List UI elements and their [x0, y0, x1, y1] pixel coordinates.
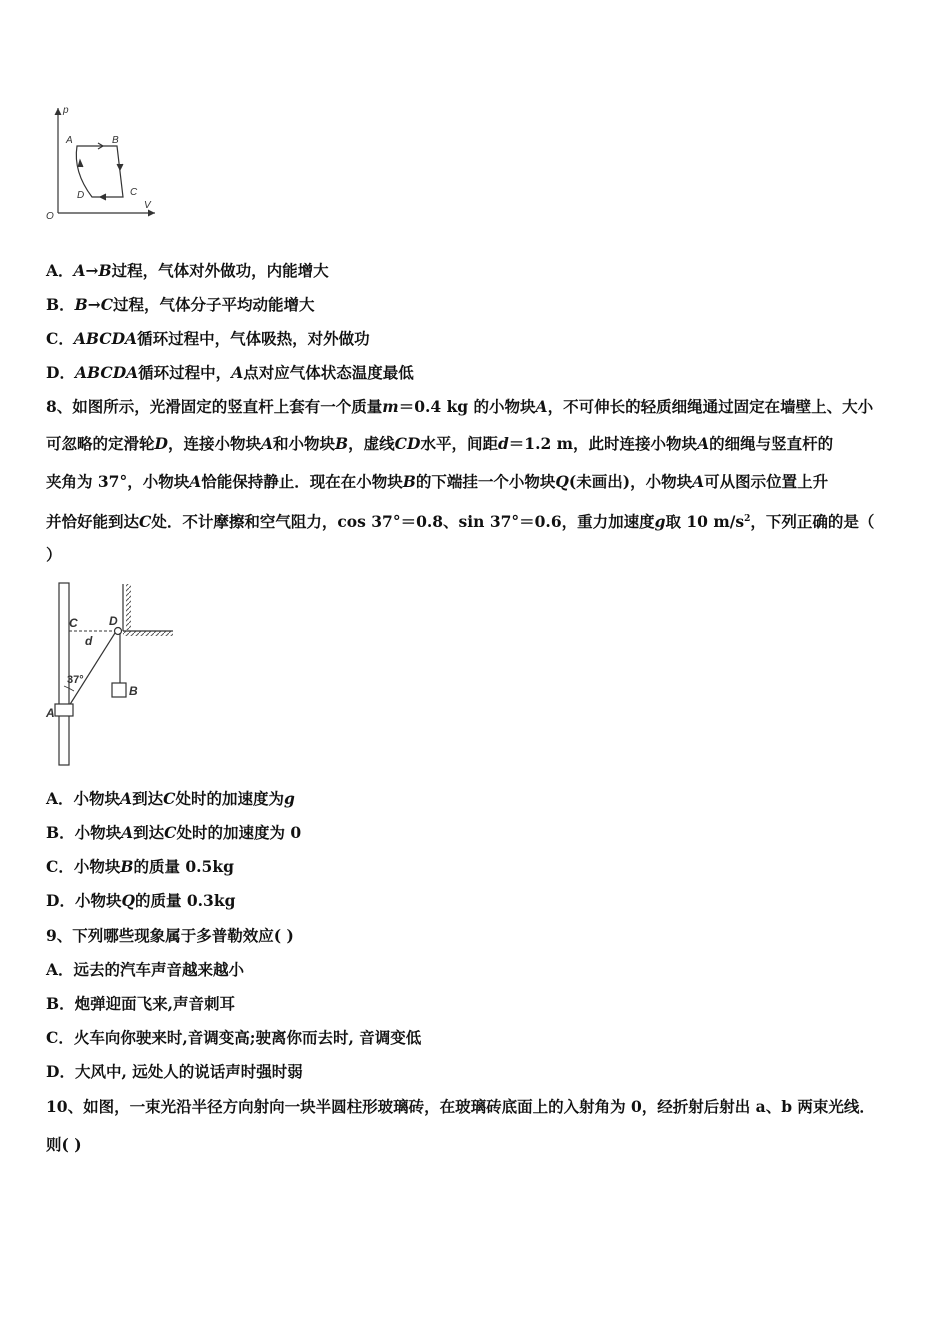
q9-option-b: B．炮弹迎面飞来,声音刺耳 [46, 994, 235, 1013]
q9-option-d: D．大风中, 远处人的说话声时强时弱 [46, 1062, 303, 1081]
option-label: A． [46, 261, 74, 280]
v-axis-label: V [144, 200, 151, 211]
process-var: ABCDA [73, 329, 138, 348]
label-a: A [46, 706, 55, 720]
q9-option-a: A．远去的汽车声音越来越小 [46, 960, 245, 979]
p-axis-label: p [63, 105, 69, 116]
arrow-cd [100, 194, 106, 200]
origin-label: O [46, 211, 54, 222]
ceiling-hatch [123, 631, 173, 636]
arrow-bc [117, 164, 123, 170]
option-text: 过程，气体对外做功，内能增大 [111, 261, 329, 280]
option-text: 循环过程中，气体吸热，对外做功 [137, 329, 370, 348]
q7-option-c [46, 329, 370, 349]
option-label: C． [46, 329, 74, 348]
q10-stem-line-2: 则( ) [46, 1135, 82, 1154]
point-a-label: A [66, 135, 73, 146]
label-b: B [129, 684, 138, 698]
label-angle: 37° [67, 674, 84, 686]
option-label: B． [46, 295, 75, 314]
rod-pulley-diagram [44, 578, 179, 770]
process-var: ABCDA [74, 363, 139, 382]
q7-option-a [46, 261, 329, 281]
q8-option-a: A．小物块A到达C处时的加速度为g [46, 789, 295, 808]
option-text: 过程，气体分子平均动能增大 [113, 295, 315, 314]
point-var: A [231, 363, 244, 382]
q8-option-d: D．小物块Q的质量 0.3kg [46, 891, 236, 910]
q8-stem-line-3: 夹角为 37°，小物块A恰能保持静止．现在在小物块B的下端挂一个小物块Q(未画出)，小物块A可从图示位置上升 [46, 472, 829, 491]
pv-diagram [40, 100, 165, 225]
option-text: 循环过程中， [138, 363, 232, 382]
q7-option-b [46, 295, 315, 315]
q8-stem-line-1: 8、如图所示，光滑固定的竖直杆上套有一个质量m＝0.4 kg 的小物块A，不可伸长的轻质细绳通过固定在墙壁上、大小 [46, 397, 874, 416]
q10-stem-line-1: 10、如图，一束光沿半径方向射向一块半圆柱形玻璃砖，在玻璃砖底面上的入射角为 0，经折射后射出 a、b 两束光线． [46, 1097, 875, 1116]
option-text: 点对应气体状态温度最低 [243, 363, 414, 382]
q8-stem-line-2: 可忽略的定滑轮D，连接小物块A和小物块B，虚线CD水平，间距d＝1.2 m，此时连接小物块A的细绳与竖直杆的 [46, 434, 834, 453]
arrow-da [78, 160, 83, 167]
label-d-pulley: D [109, 614, 118, 628]
label-d-distance: d [85, 634, 93, 648]
label-c: C [69, 616, 78, 630]
process-var: A→B [73, 261, 112, 280]
option-label: D． [46, 363, 75, 382]
block-a [55, 704, 73, 716]
q8-stem-line-5: ） [46, 545, 62, 564]
q8-option-c: C．小物块B的质量 0.5kg [46, 857, 234, 876]
q9-option-c: C．火车向你驶来时,音调变高;驶离你而去时, 音调变低 [46, 1028, 422, 1047]
q8-option-b: B．小物块A到达C处时的加速度为 0 [46, 823, 302, 842]
process-var: B→C [74, 295, 114, 314]
block-b [112, 683, 126, 697]
q7-option-d [46, 363, 414, 383]
q9-stem: 9、下列哪些现象属于多普勒效应( ) [46, 926, 294, 945]
q8-stem-line-4: 并恰好能到达C处．不计摩擦和空气阻力，cos 37°＝0.8、sin 37°＝0.6，重力加速度g取 10 $m/s^2$，下列正确的是（ [46, 512, 875, 532]
point-b-label: B [112, 135, 119, 146]
point-d-label: D [77, 190, 85, 201]
point-c-label: C [130, 187, 138, 198]
wall-hatch-vertical [126, 584, 131, 630]
